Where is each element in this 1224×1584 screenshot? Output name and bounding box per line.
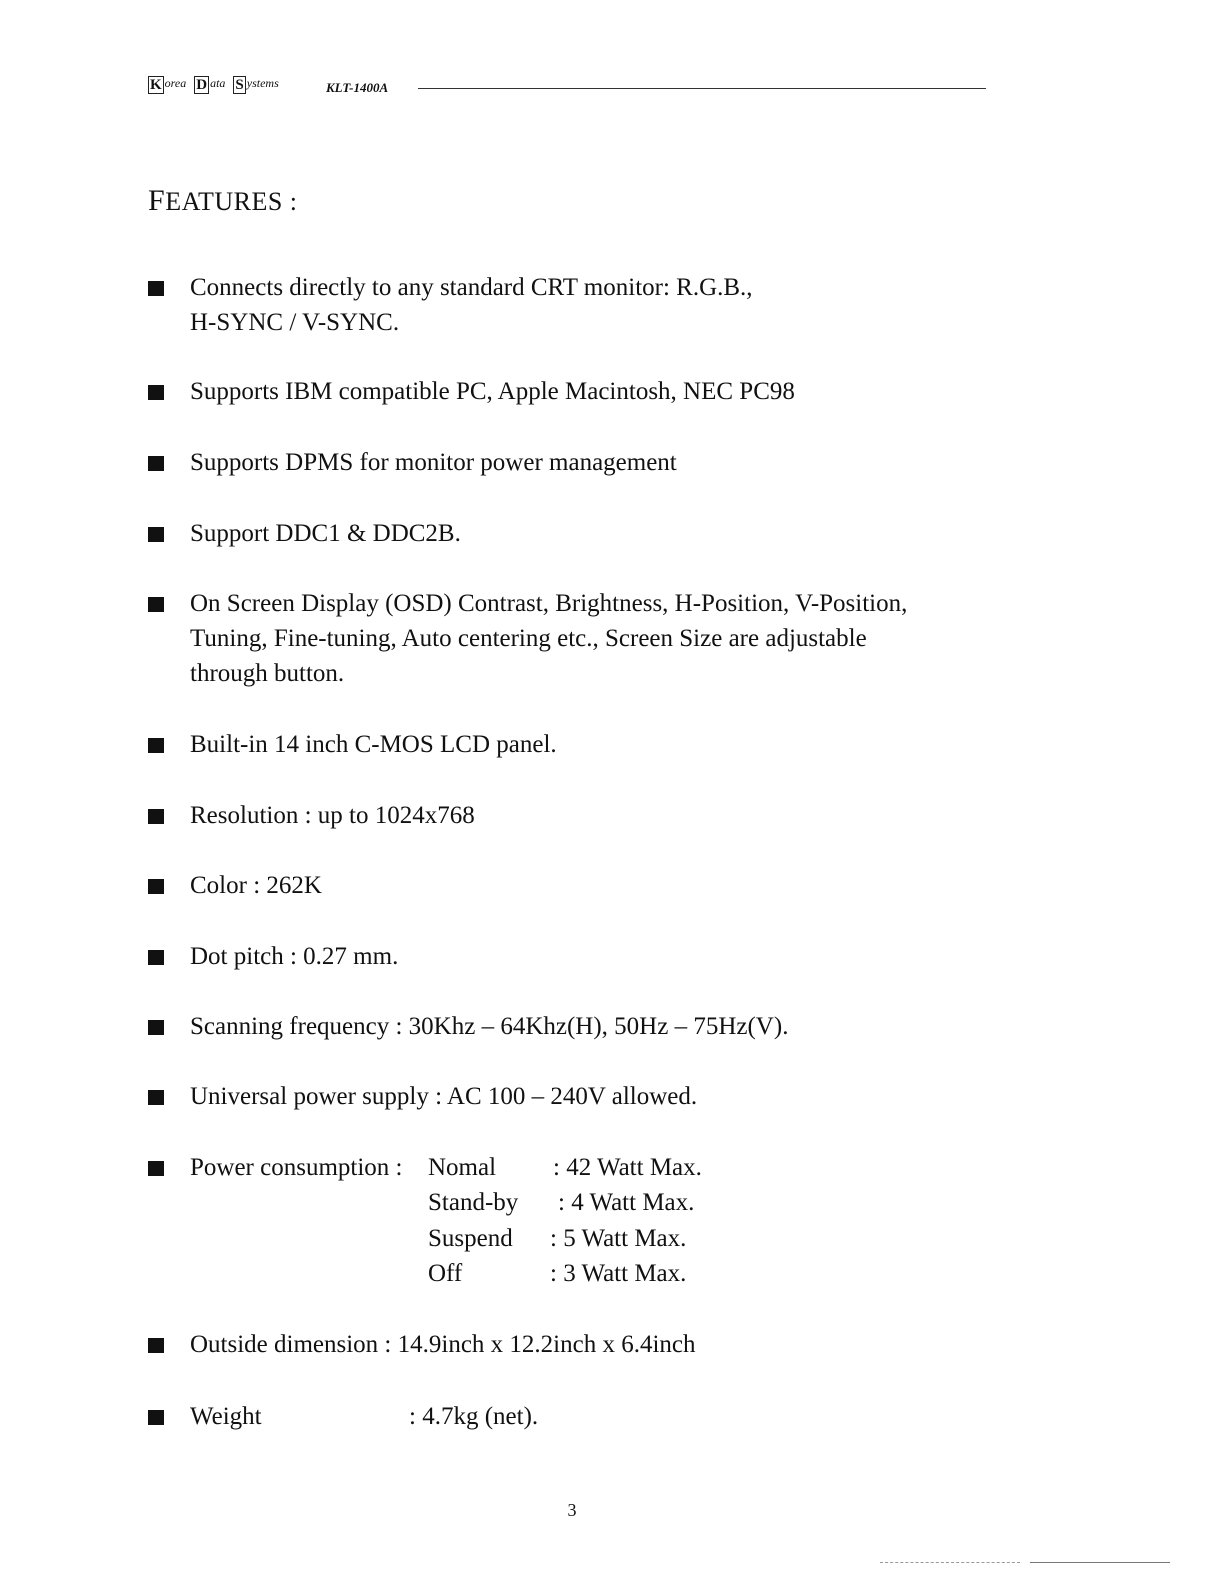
logo-word-systems: ystems: [246, 76, 279, 90]
power-value-standby: : 4 Watt Max.: [558, 1189, 695, 1216]
logo-word-data: ata: [210, 76, 226, 90]
feature-text: Built-in 14 inch C-MOS LCD panel.: [190, 731, 557, 758]
logo-initial-s: S: [235, 77, 244, 93]
header-rule: [418, 88, 986, 89]
bullet-icon: [148, 597, 164, 612]
feature-text-line: Tuning, Fine-tuning, Auto centering etc., Screen Size are adjustable: [190, 625, 867, 652]
feature-text-line: through button.: [190, 660, 345, 687]
feature-text: Universal power supply : AC 100 – 240V allowed.: [190, 1083, 698, 1110]
feature-text: Resolution : up to 1024x768: [190, 802, 475, 829]
power-mode-standby: Stand-by: [428, 1189, 519, 1216]
feature-text-line: H-SYNC / V-SYNC.: [190, 309, 400, 336]
bullet-icon: [148, 809, 164, 824]
scan-artifact-line: [1030, 1562, 1170, 1563]
feature-text: Support DDC1 & DDC2B.: [190, 520, 461, 547]
model-number: KLT-1400A: [326, 80, 389, 95]
page-header: [148, 74, 986, 98]
weight-label: Weight: [190, 1403, 262, 1430]
feature-text-line: On Screen Display (OSD) Contrast, Brightness, H-Position, V-Position,: [190, 590, 908, 617]
bullet-icon: [148, 738, 164, 753]
bullet-icon: [148, 385, 164, 400]
scan-artifact-line: [880, 1562, 1020, 1563]
feature-text: Dot pitch : 0.27 mm.: [190, 943, 399, 970]
page-number: 3: [567, 1500, 577, 1520]
bullet-icon: [148, 1338, 164, 1353]
company-logo: [148, 76, 287, 94]
feature-text: Supports IBM compatible PC, Apple Macintosh, NEC PC98: [190, 378, 795, 405]
bullet-icon: [148, 1020, 164, 1035]
bullet-icon: [148, 527, 164, 542]
feature-text-line: Connects directly to any standard CRT monitor: R.G.B.,: [190, 274, 753, 301]
power-value-off: : 3 Watt Max.: [550, 1260, 687, 1287]
bullet-icon: [148, 879, 164, 894]
bullet-icon: [148, 1161, 164, 1176]
weight-value: : 4.7kg (net).: [409, 1403, 539, 1430]
logo-initial-d: D: [196, 77, 208, 93]
feature-text: Scanning frequency : 30Khz – 64Khz(H), 50Hz – 75Hz(V).: [190, 1013, 789, 1040]
page-title: [148, 184, 298, 218]
power-value-suspend: : 5 Watt Max.: [550, 1225, 687, 1252]
bullet-icon: [148, 456, 164, 471]
bullet-icon: [148, 950, 164, 965]
power-mode-off: Off: [428, 1260, 463, 1287]
title-rest: EATURES :: [165, 187, 298, 216]
logo-initial-k: K: [150, 77, 162, 93]
power-value-normal: : 42 Watt Max.: [553, 1154, 702, 1181]
feature-text: Supports DPMS for monitor power management: [190, 449, 677, 476]
logo-word-korea: orea: [164, 76, 187, 90]
feature-text: Outside dimension : 14.9inch x 12.2inch x 6.4inch: [190, 1331, 696, 1358]
power-consumption-label: Power consumption :: [190, 1154, 403, 1181]
feature-text: Color : 262K: [190, 872, 322, 899]
power-mode-normal: Nomal: [428, 1154, 497, 1181]
bullet-icon: [148, 281, 164, 296]
bullet-icon: [148, 1410, 164, 1425]
power-mode-suspend: Suspend: [428, 1225, 513, 1252]
title-initial: F: [148, 184, 166, 217]
bullet-icon: [148, 1090, 164, 1105]
